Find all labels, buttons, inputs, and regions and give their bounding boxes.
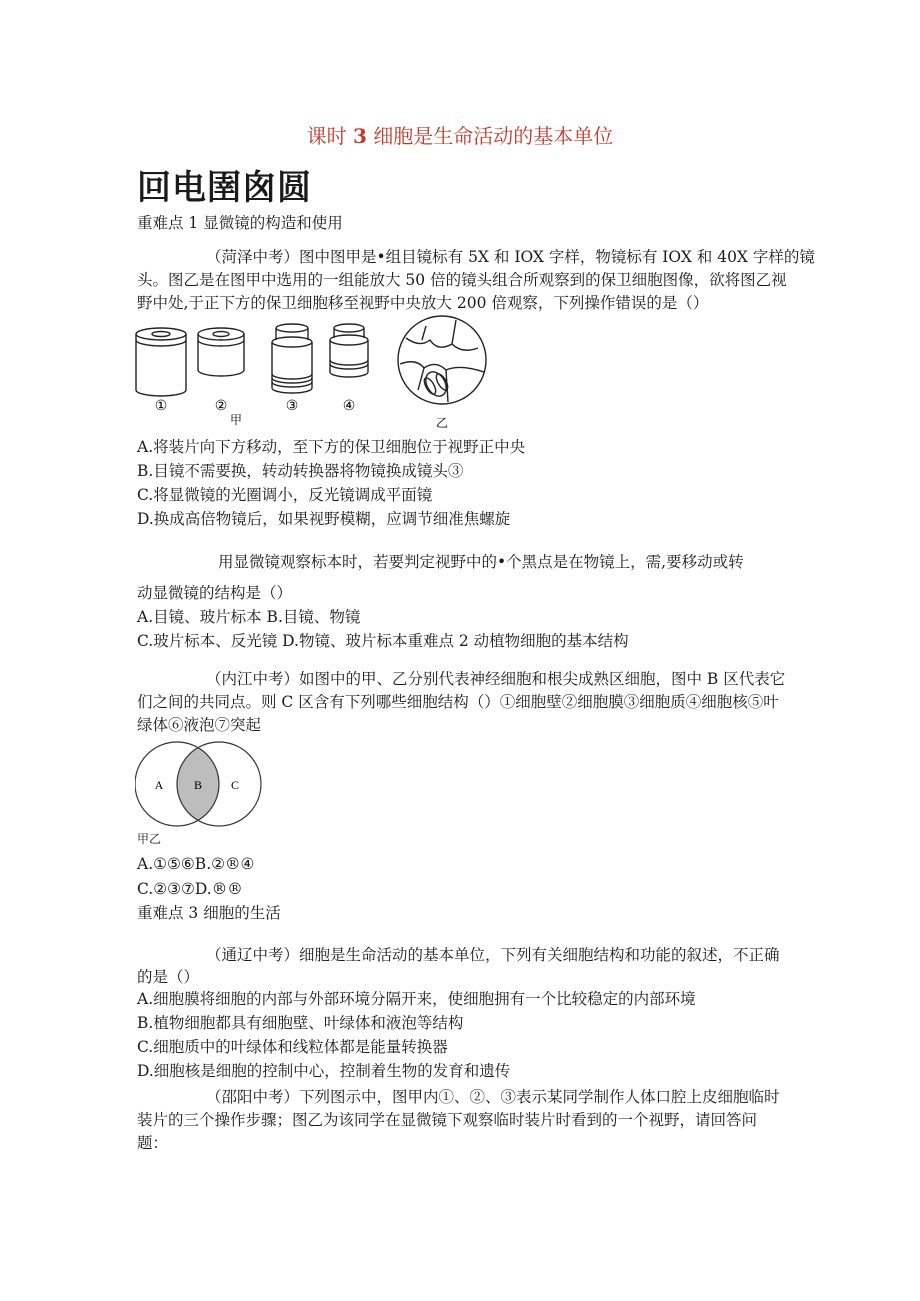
q3-option-cd: C.②③⑦D.®®	[137, 880, 243, 898]
q3-stem-line1: （内江中考）如图中的甲、乙分别代表神经细胞和根尖成熟区细胞，图中 B 区代表它	[206, 670, 786, 688]
title-number: 3	[353, 124, 367, 148]
q3-option-ab: A.①⑤⑥B.②®④	[137, 855, 255, 873]
q5-stem-line2: 装片的三个操作步骤；图乙为该同学在显微镜下观察临时装片时看到的一个视野，请回答问	[137, 1111, 758, 1129]
q4-option-a: A.细胞膜将细胞的内部与外部环境分隔开来，使细胞拥有一个比较稳定的内部环境	[137, 990, 696, 1008]
title-rest: 细胞是生命活动的基本单位	[373, 124, 614, 148]
q5-stem-line1: （邵阳中考）下列图示中，图甲内①、②、③表示某同学制作人体口腔上皮细胞临时	[206, 1088, 780, 1106]
q1-option-a: A.将装片向下方移动，至下方的保卫细胞位于视野正中央	[137, 438, 526, 456]
q3-figure-caption: 甲乙	[137, 832, 162, 846]
microscope-field-icon	[398, 316, 486, 404]
q2-stem-line2: 动显微镜的结构是（）	[137, 584, 293, 602]
q5-stem-line3: 题：	[137, 1134, 169, 1152]
lens-label-4: ④	[342, 399, 356, 414]
page-title	[0, 120, 920, 149]
q4-option-c: C.细胞质中的叶绿体和线粒体都是能量转换器	[137, 1038, 448, 1056]
q2-option-ab: A.目镜、玻片标本 B.目镜、物镜	[137, 608, 361, 626]
venn-label-a: A	[154, 778, 164, 792]
q1-stem-line1: （菏泽中考）图中图甲是•组目镜标有 5X 和 IOX 字样，物镜标有 IOX 和 40X 字样的镜	[206, 248, 815, 266]
q2-stem-line1: 用显微镜观察标本时，若要判定视野中的•个黑点是在物镜上，需,要移动或转	[218, 553, 744, 571]
eyepiece-1-icon	[136, 328, 186, 396]
q1-lens-figure	[130, 312, 500, 432]
lens-label-1: ①	[154, 399, 168, 414]
objective-3-icon	[272, 324, 312, 393]
q3-stem-line2: 们之间的共同点。则 C 区含有下列哪些细胞结构（）①细胞壁②细胞膜③细胞质④细胞核⑤叶	[137, 693, 779, 711]
q4-option-d: D.细胞核是细胞的控制中心，控制着生物的发育和遗传	[137, 1062, 511, 1080]
venn-label-c: C	[230, 778, 240, 792]
figure-caption-jia: 甲	[229, 413, 243, 427]
lens-label-2: ②	[214, 399, 228, 414]
q1-option-c: C.将显微镜的光圈调小，反光镜调成平面镜	[137, 486, 433, 504]
section-heading-3: 重难点 3 细胞的生活	[137, 904, 281, 922]
venn-label-b: B	[193, 778, 203, 792]
eyepiece-2-icon	[198, 328, 244, 376]
title-prefix: 课时	[306, 124, 347, 148]
q4-option-b: B.植物细胞都具有细胞壁、叶绿体和液泡等结构	[137, 1014, 464, 1032]
objective-4-icon	[330, 324, 368, 377]
q1-stem-line3: 野中处,于正下方的保卫细胞移至视野中央放大 200 倍观察，下列操作错误的是（）	[137, 294, 709, 312]
q1-option-b: B.目镜不需要换，转动转换器将物镜换成镜头③	[137, 462, 464, 480]
section-heading-1: 重难点 1 显微镜的构造和使用	[137, 214, 343, 232]
q2-option-cd: C.玻片标本、反光镜 D.物镜、玻片标本重难点 2 动植物细胞的基本结构	[137, 632, 629, 650]
q1-stem-line2: 头。图乙是在图甲中选用的一组能放大 50 倍的镜头组合所观察到的保卫细胞图像，欲将图乙视	[137, 271, 787, 289]
q4-stem-line1: （通辽中考）细胞是生命活动的基本单位，下列有关细胞结构和功能的叙述，不正确	[206, 946, 780, 964]
section-banner: 回电圉囪圆	[137, 168, 312, 208]
figure-caption-yi: 乙	[435, 416, 449, 430]
q3-stem-line3: 绿体⑥液泡⑦突起	[137, 716, 262, 734]
q4-stem-line2: 的是（）	[137, 968, 200, 986]
lens-label-3: ③	[285, 399, 299, 414]
q3-venn-diagram	[135, 740, 263, 830]
q1-option-d: D.换成高倍物镜后，如果视野模糊，应调节细准焦螺旋	[137, 510, 511, 528]
